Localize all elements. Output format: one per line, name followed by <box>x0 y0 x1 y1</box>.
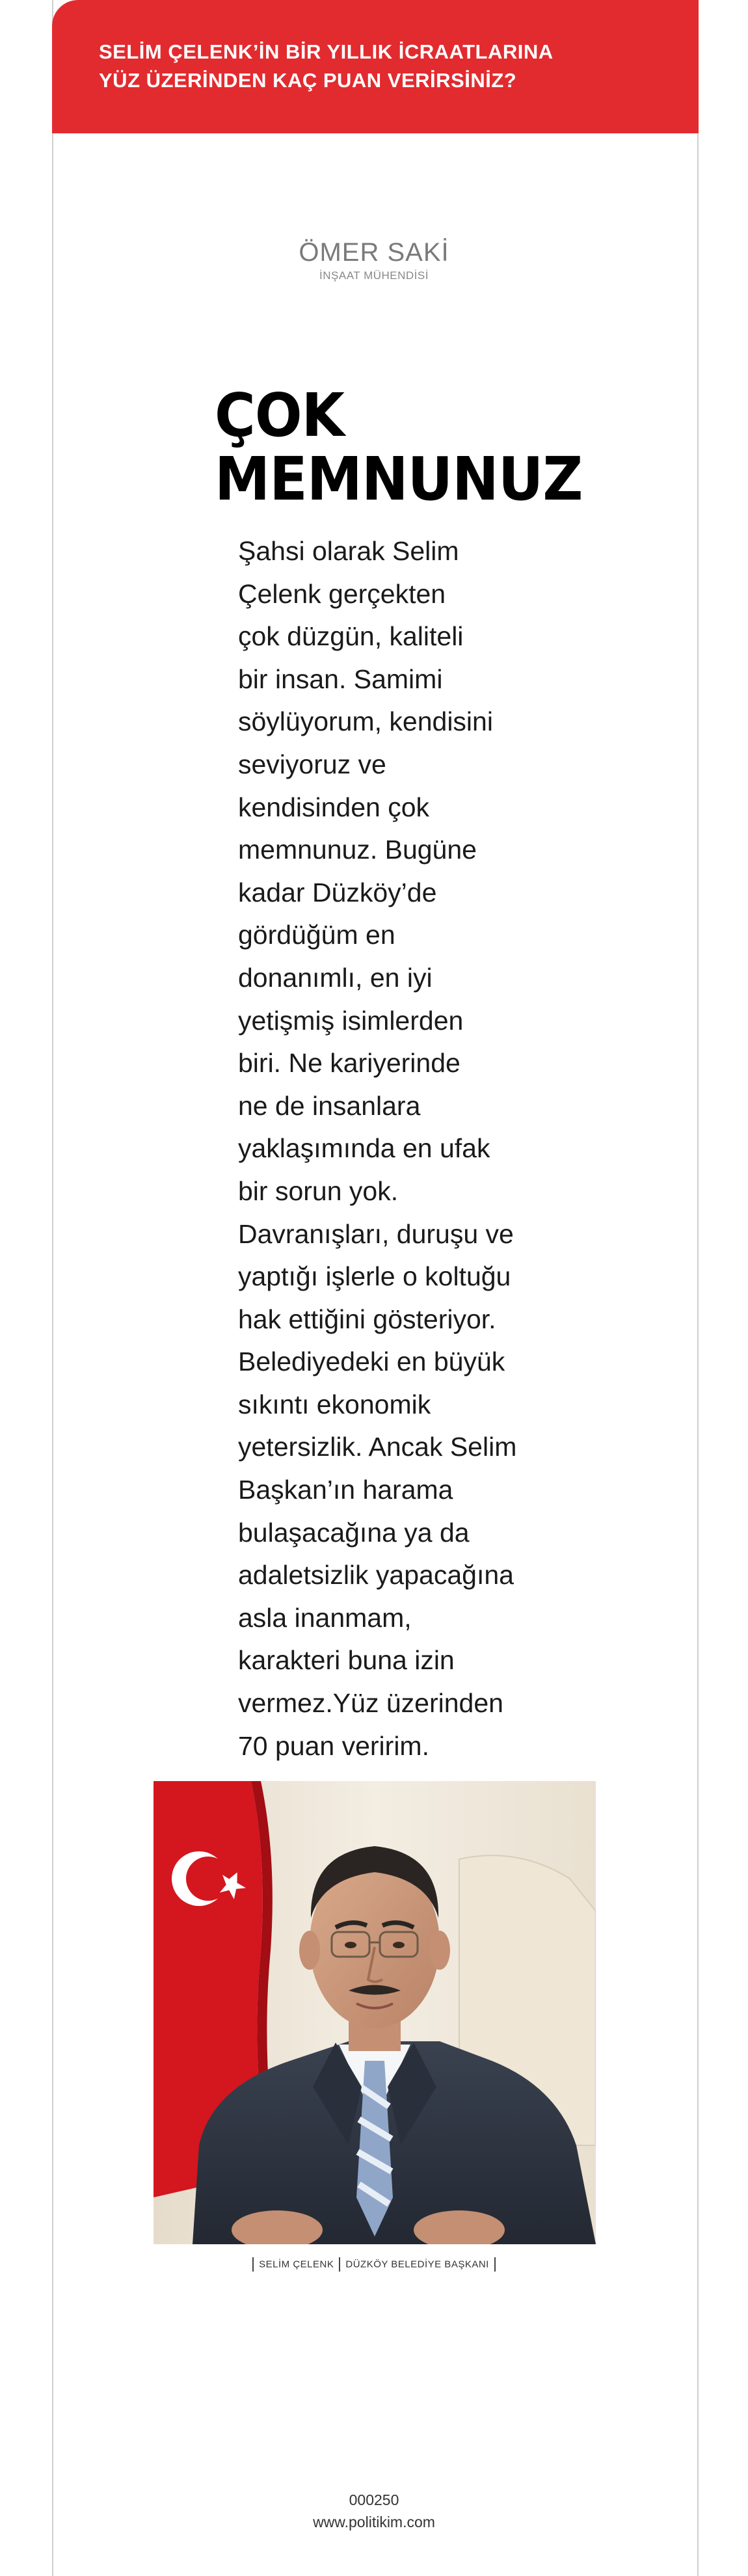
body-line: seviyoruz ve <box>238 749 386 779</box>
body-line: memnunuz. Bugüne <box>238 835 477 865</box>
body-line: bir insan. Samimi <box>238 664 443 694</box>
body-line: karakteri buna izin <box>238 1645 455 1676</box>
body-line: kadar Düzköy’de <box>238 877 437 907</box>
caption-divider <box>494 2257 496 2272</box>
caption-divider <box>252 2257 254 2272</box>
article-title-line-2: MEMNUNUZ <box>215 444 583 514</box>
article-title-line-1: ÇOK <box>215 381 345 450</box>
body-line: sıkıntı ekonomik <box>238 1389 431 1419</box>
author-name: ÖMER SAKİ <box>299 238 449 267</box>
body-line: gördüğüm en <box>238 920 395 950</box>
body-line: donanımlı, en iyi <box>238 962 433 993</box>
body-line: ne de insanlara <box>238 1090 421 1121</box>
right-border-line <box>697 0 699 2576</box>
header-question <box>99 38 671 95</box>
body-line: Şahsi olarak Selim <box>238 536 459 566</box>
article-body <box>238 530 518 1767</box>
body-line: bulaşacağına ya da <box>238 1517 470 1548</box>
body-line: yetersizlik. Ancak Selim <box>238 1432 517 1462</box>
caption-role: DÜZKÖY BELEDİYE BAŞKANI <box>345 2259 489 2270</box>
left-border-line <box>52 0 53 2576</box>
header-question-line-1: SELİM ÇELENK’İN BİR YILLIK İCRAATLARINA <box>99 40 554 63</box>
header-question-line-2: YÜZ ÜZERİNDEN KAÇ PUAN VERİRSİNİZ? <box>99 69 517 92</box>
photo-caption <box>0 2257 748 2272</box>
author-block <box>0 237 748 283</box>
body-line: Davranışları, duruşu ve <box>238 1218 514 1249</box>
caption-name: SELİM ÇELENK <box>259 2259 334 2270</box>
body-line: 70 puan veririm. <box>238 1730 429 1761</box>
body-line: kendisinden çok <box>238 792 430 822</box>
header-banner <box>52 0 699 133</box>
body-line: adaletsizlik yapacağına <box>238 1560 514 1590</box>
article-title <box>215 381 583 514</box>
body-line: yaptığı işlerle o koltuğu <box>238 1261 511 1292</box>
page-footer <box>0 2489 748 2533</box>
body-line: Başkan’ın harama <box>238 1475 453 1505</box>
body-line: yaklaşımında en ufak <box>238 1133 490 1164</box>
page-code: 000250 <box>349 2491 399 2508</box>
body-line: Çelenk gerçekten <box>238 578 446 609</box>
website-link[interactable]: www.politikim.com <box>313 2514 435 2530</box>
body-line: vermez.Yüz üzerinden <box>238 1688 503 1719</box>
body-line: yetişmiş isimlerden <box>238 1005 464 1036</box>
body-line: asla inanmam, <box>238 1602 412 1633</box>
author-title: İNŞAAT MÜHENDİSİ <box>319 269 429 282</box>
mayor-portrait-photo <box>154 1781 596 2244</box>
body-line: biri. Ne kariyerinde <box>238 1048 461 1079</box>
body-line: hak ettiğini gösteriyor. <box>238 1304 496 1334</box>
body-line: çok düzgün, kaliteli <box>238 621 464 652</box>
body-line: bir sorun yok. <box>238 1175 399 1206</box>
body-line: Belediyedeki en büyük <box>238 1347 505 1377</box>
caption-divider <box>339 2257 340 2272</box>
body-line: söylüyorum, kendisini <box>238 706 493 737</box>
